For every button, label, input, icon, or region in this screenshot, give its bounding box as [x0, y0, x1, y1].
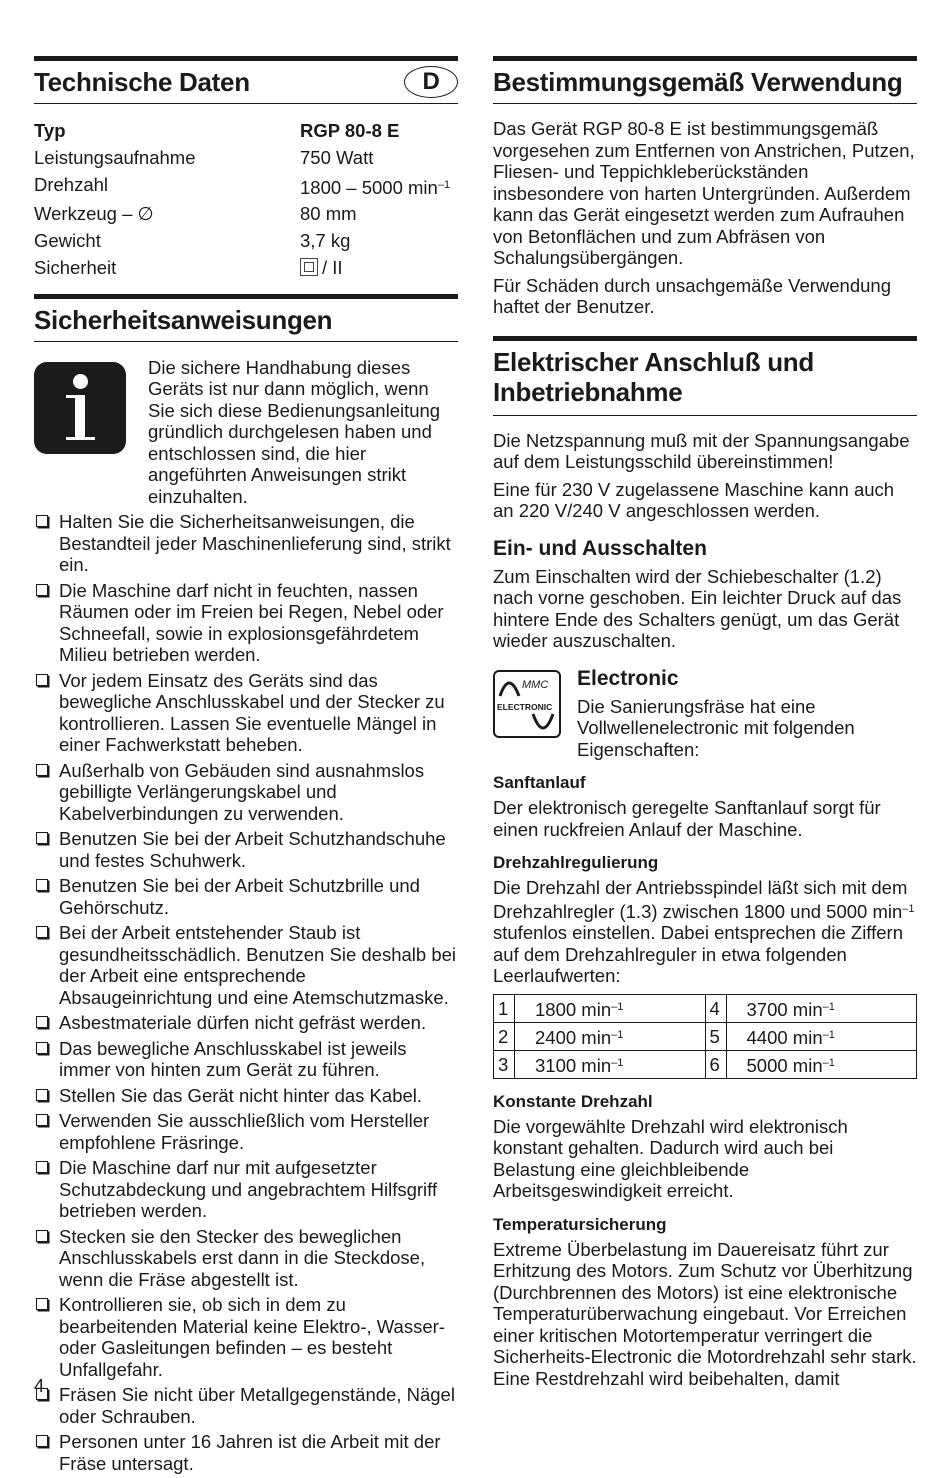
speed-text-a: Die Drehzahl der Antriebsspindel läßt sich mit dem Drehzahlregler (1.3) zwischen 1800 und 5000 min: [493, 877, 908, 922]
list-item: [34, 1012, 458, 1034]
dial-setting: 5: [705, 1022, 726, 1050]
list-item-text: Das bewegliche Anschlusskabel ist jeweils immer von hinten zum Gerät zu führen.: [59, 1037, 407, 1081]
checkbox-bullet-icon: [36, 584, 48, 596]
subheading-constant-speed: Konstante Drehzahl: [493, 1091, 653, 1111]
spec-label: Sicherheit: [34, 256, 117, 278]
checkbox-bullet-icon: [36, 1161, 48, 1173]
rpm-value: [726, 994, 917, 1022]
checkbox-bullet-icon: [36, 764, 48, 776]
language-badge-d: D: [404, 66, 458, 98]
checkbox-bullet-icon: [36, 1114, 48, 1126]
list-item-text: Bei der Arbeit entstehender Staub ist gesundheitsschädlich. Benutzen Sie deshalb bei der Arbeit eine entsprechende Absaugeinrichtung und eine Atemschutzmaske.: [59, 922, 457, 1008]
list-item-text: Vor jedem Einsatz des Geräts sind das bewegliche Anschlusskabel und der Stecker zu kontrollieren. Lassen Sie eventuelle Mängel in einer Fachwerkstatt beheben.: [59, 669, 445, 756]
list-item-text: Personen unter 16 Jahren ist die Arbeit mit der Fräse untersagt.: [59, 1431, 441, 1474]
table-row: [494, 994, 917, 1022]
electronic-icon: [493, 670, 561, 738]
safety-list: [34, 511, 458, 1474]
list-item-text: Verwenden Sie ausschließlich vom Hersteller empfohlene Fräsringe.: [59, 1110, 430, 1153]
spec-value: 750 Watt: [300, 146, 374, 168]
subheading-speed-control: Drehzahlregulierung: [493, 853, 659, 872]
list-item-text: Die Maschine darf nur mit aufgesetzter Schutzabdeckung und angebrachtem Hilfsgriff betrieben werden.: [59, 1157, 438, 1222]
list-item-text: Außerhalb von Gebäuden sind ausnahmslos gebilligte Verlängerungskabel und Kabelverbindungen zu verwenden.: [59, 759, 425, 824]
technical-data-table: [34, 118, 458, 282]
subheading-on-off: Ein- und Ausschalten: [493, 536, 707, 560]
list-item-text: Fräsen Sie nicht über Metallgegenstände, Nägel oder Schrauben.: [59, 1384, 455, 1427]
speed-table: [493, 994, 917, 1079]
info-icon: [34, 362, 126, 454]
checkbox-bullet-icon: [36, 515, 48, 527]
speed-control-text: [493, 877, 917, 987]
constant-speed-text: Die vorgewählte Drehzahl wird elektronisch konstant gehalten. Dadurch wird auch bei Belastung eine gleichbleibende Arbeitsgeswindigkeit erreicht.: [493, 1115, 848, 1201]
spec-label: Typ: [34, 120, 66, 141]
checkbox-bullet-icon: [36, 1230, 48, 1242]
temperature-protection-text: Extreme Überbelastung im Dauereisatz führt zur Erhitzung des Motors. Zum Schutz vor Überhitzung (Durchbrennen des Motors) ist eine elektronische Temperaturüberwachung eingebaut. Vor Erreichen einer kritischen Motortemperatur verringert die Sicherheits-Electronic die Motordrehzahl sehr stark. Eine Restdrehzahl wird beibehalten, damit: [493, 1238, 917, 1389]
electronic-block: [493, 666, 917, 761]
list-item-text: Stellen Sie das Gerät nicht hinter das Kabel.: [59, 1084, 423, 1106]
section-heading-electrical: [493, 336, 917, 416]
intended-use-text: Das Gerät RGP 80-8 E ist bestimmungsgemäß vorgesehen zum Entfernen von Anstrichen, Putzen, Fliesen- und Teppichkleberückständen insbesondere von harten Untergründen. Außerdem kann das Gerät eingesetzt werden zum Aufrauhen von Betonflächen und zum Abfräsen von Schalungsübergängen.: [493, 118, 915, 268]
list-item-text: Benutzen Sie bei der Arbeit Schutzhandschuhe und festes Schuhwerk.: [59, 828, 446, 871]
speed-text-b: stufenlos einstellen. Dabei entsprechen die Ziffern auf dem Drehzahlreguler in etwa folgenden Leerlaufwerten:: [493, 922, 903, 986]
superscript: –1: [902, 902, 915, 915]
heading-text: Bestimmungsgemäß Verwendung: [493, 67, 903, 97]
list-item-text: Stecken sie den Stecker des beweglichen Anschlusskabels erst dann in die Steckdose, wenn die Fräse abgestellt ist.: [59, 1225, 426, 1290]
rpm-value: [515, 1050, 706, 1078]
spec-value: 80 mm: [300, 203, 357, 225]
list-item-text: Benutzen Sie bei der Arbeit Schutzbrille und Gehörschutz.: [59, 875, 420, 918]
subheading-soft-start: Sanftanlauf: [493, 773, 586, 792]
list-item: [34, 1226, 458, 1291]
spec-value: RGP 80-8 E: [300, 120, 400, 141]
checkbox-bullet-icon: [36, 832, 48, 844]
liability-text: Für Schäden durch unsachgemäße Verwendung haftet der Benutzer.: [493, 274, 892, 317]
list-item: [34, 922, 458, 1008]
heading-text: Technische Daten: [34, 67, 250, 97]
rpm-value: [726, 1022, 917, 1050]
subheading-electronic: Electronic: [577, 666, 679, 690]
page-number: 4: [34, 1375, 45, 1396]
list-item: [34, 511, 458, 576]
dial-setting: 3: [494, 1050, 515, 1078]
safety-intro-text: Die sichere Handhabung dieses Geräts ist nur dann möglich, wenn Sie sich diese Bedienungsanleitung gründlich durchgelesen haben und entschlossen sind, die hier angeführten Anweisungen strikt einzuhalten.: [148, 356, 441, 507]
spec-label: Werkzeug – ∅: [34, 203, 154, 225]
superscript: –1: [822, 1056, 835, 1069]
dial-setting: 6: [705, 1050, 726, 1078]
list-item: [34, 1038, 458, 1081]
rpm-text: 5000 min: [746, 1054, 823, 1076]
list-item: [34, 1431, 458, 1474]
svg-text:MMC: MMC: [522, 678, 549, 691]
list-item: [34, 1157, 458, 1222]
left-column: [34, 56, 458, 1478]
list-item: [34, 875, 458, 918]
list-item-text: Halten Sie die Sicherheitsanweisungen, die Bestandteil jeder Maschinenlieferung sind, strikt ein.: [59, 511, 451, 576]
checkbox-bullet-icon: [36, 879, 48, 891]
list-item: [34, 760, 458, 825]
spec-value: [300, 172, 458, 202]
superscript: –1: [822, 1028, 835, 1041]
section-heading-intended-use: [493, 56, 917, 104]
heading-text: Sicherheitsanweisungen: [34, 304, 333, 335]
electronic-content: [577, 666, 917, 761]
voltage-text: Die Netzspannung muß mit der Spannungsangabe auf dem Leistungsschild übereinstimmen!: [493, 429, 910, 472]
list-item: [34, 828, 458, 871]
list-item-text: Die Maschine darf nicht in feuchten, nassen Räumen oder im Freien bei Regen, Nebel oder Schneefall, sowie in explosionsgefährdetem Milieu betrieben werden.: [59, 579, 444, 666]
list-item: [34, 670, 458, 756]
soft-start-text: Der elektronisch geregelte Sanftanlauf sorgt für einen ruckfreien Anlauf der Maschine.: [493, 797, 881, 840]
list-item: [34, 1085, 458, 1107]
heading-text-line1: Elektrischer Anschluß und: [493, 346, 814, 377]
list-item: [34, 1294, 458, 1380]
rpm-value: [726, 1050, 917, 1078]
superscript: –1: [822, 1000, 835, 1013]
checkbox-bullet-icon: [36, 1089, 48, 1101]
rpm-text: 3100 min: [535, 1054, 612, 1076]
spec-value-text: 1800 – 5000 min: [300, 176, 438, 198]
subheading-temperature-protection: Temperatursicherung: [493, 1214, 667, 1234]
list-item-text: Asbestmateriale dürfen nicht gefräst werden.: [59, 1012, 427, 1034]
spec-value-text: / II: [322, 256, 343, 278]
checkbox-bullet-icon: [36, 1016, 48, 1028]
list-item-text: Kontrollieren sie, ob sich in dem zu bearbeitenden Material keine Elektro-, Wasser- oder Gasleitungen befinden – es besteht Unfallgefahr.: [59, 1294, 445, 1380]
list-item: [34, 1110, 458, 1153]
table-row: [494, 1022, 917, 1050]
safety-intro: [34, 357, 458, 508]
superscript: –1: [611, 1056, 624, 1069]
list-item: [34, 580, 458, 666]
rpm-text: 4400 min: [746, 1026, 823, 1048]
heading-text-line2: Inbetriebnahme: [493, 376, 683, 407]
spec-label: Drehzahl: [34, 173, 109, 195]
rpm-value: [515, 1022, 706, 1050]
superscript: –1: [611, 1028, 624, 1041]
spec-value: 3,7 kg: [300, 230, 351, 252]
right-column: [493, 56, 917, 1389]
svg-text:ELECTRONIC: ELECTRONIC: [497, 701, 553, 712]
checkbox-bullet-icon: [36, 1298, 48, 1310]
section-heading-safety: [34, 294, 458, 342]
dial-setting: 2: [494, 1022, 515, 1050]
on-off-text: Zum Einschalten wird der Schiebeschalter (1.2) nach vorne geschoben. Ein leichter Druck auf das hintere Ende des Schalters genügt, um das Gerät wieder auszuschalten.: [493, 565, 902, 651]
checkbox-bullet-icon: [36, 926, 48, 938]
section-heading-technical-data: [34, 56, 458, 104]
protection-class-ii-icon: [300, 258, 318, 276]
checkbox-bullet-icon: [36, 1435, 48, 1447]
dial-setting: 4: [705, 994, 726, 1022]
voltage-compat-text: Eine für 230 V zugelassene Maschine kann auch an 220 V/240 V angeschlossen werden.: [493, 478, 895, 521]
table-row: [494, 1050, 917, 1078]
electronic-text: Die Sanierungsfräse hat eine Vollwellenelectronic mit folgenden Eigenschaften:: [577, 695, 855, 760]
list-item: [34, 1384, 458, 1427]
spec-value: [300, 255, 458, 282]
checkbox-bullet-icon: [36, 674, 48, 686]
superscript: –1: [611, 1000, 624, 1013]
spec-label: Leistungsaufnahme: [34, 146, 196, 168]
rpm-text: 2400 min: [535, 1026, 612, 1048]
superscript: –1: [437, 178, 451, 191]
spec-label: Gewicht: [34, 230, 101, 252]
dial-setting: 1: [494, 994, 515, 1022]
rpm-text: 3700 min: [746, 998, 823, 1020]
rpm-text: 1800 min: [535, 998, 612, 1020]
rpm-value: [515, 994, 706, 1022]
checkbox-bullet-icon: [36, 1042, 48, 1054]
